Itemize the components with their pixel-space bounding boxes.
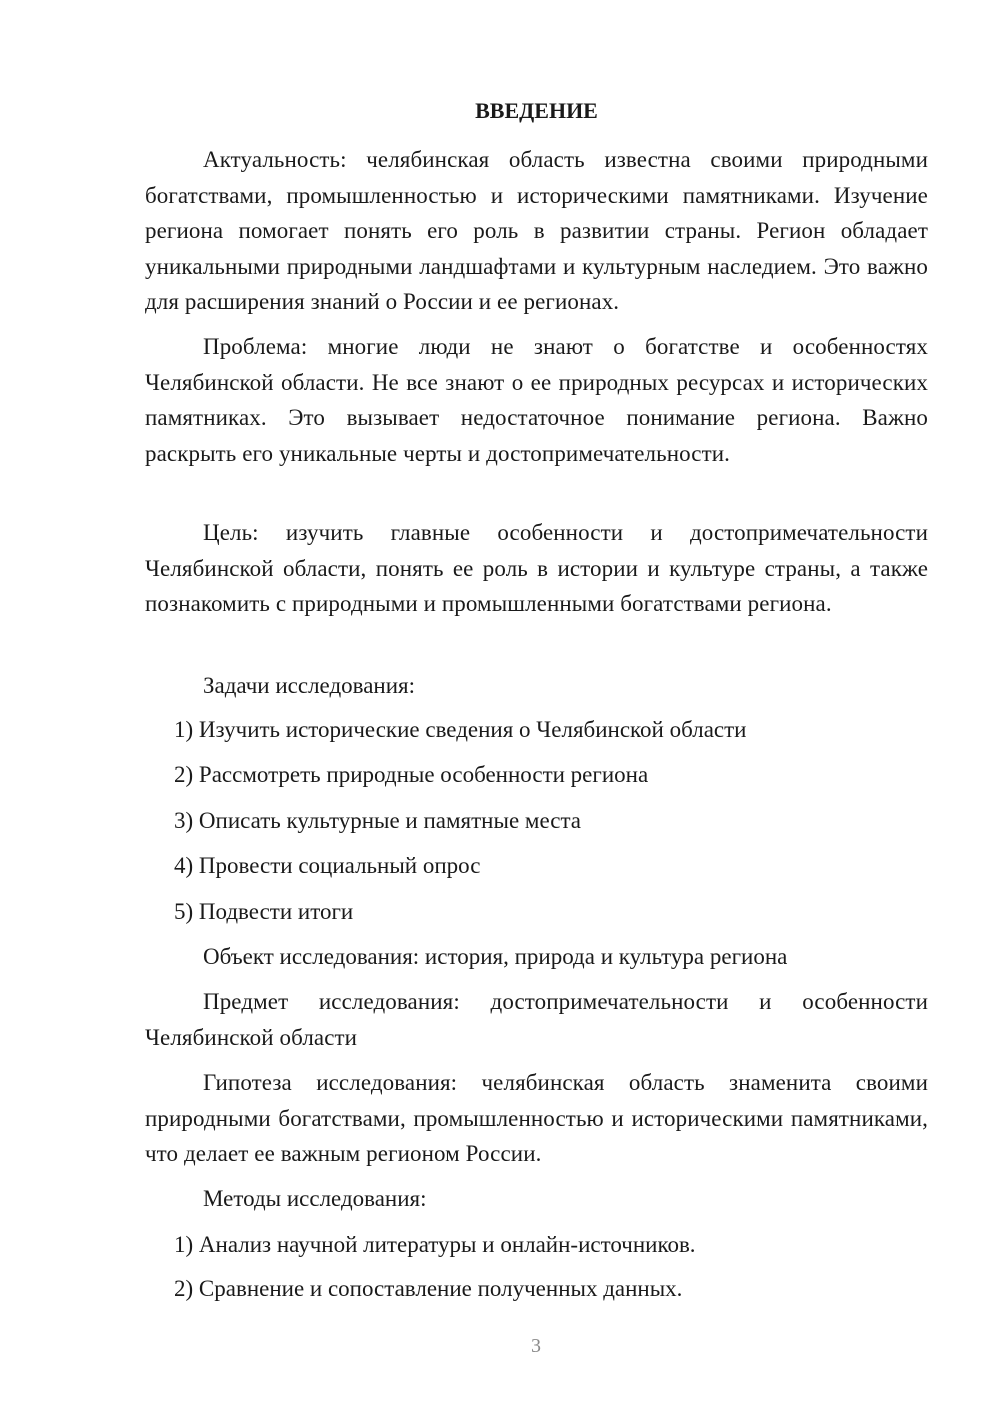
hypothesis-paragraph: Гипотеза исследования: челябинская область знаменита своими природными богатствами, промышленностью и историческими памятниками, что делает ее важным регионом России. bbox=[145, 1070, 928, 1166]
goal-paragraph: Цель: изучить главные особенности и достопримечательности Челябинской области, понять ее роль в истории и культуре страны, а также познакомить с природными и промышленными богатствами региона. bbox=[145, 520, 928, 616]
list-item: 1) Анализ научной литературы и онлайн-источников. bbox=[174, 1232, 696, 1257]
page-title: ВВЕДЕНИЕ bbox=[475, 98, 598, 123]
relevance-paragraph: Актуальность: челябинская область известна своими природными богатствами, промышленностью и историческими памятниками. Изучение региона помогает понять его роль в развитии страны. Регион обладает уникальными природными ландшафтами и культурным наследием. Это важно для расширения знаний о России и ее регионах. bbox=[145, 147, 928, 314]
problem-paragraph: Проблема: многие люди не знают о богатстве и особенностях Челябинской области. Не все знают о ее природных ресурсах и исторических памятниках. Это вызывает недостаточное понимание региона. Важно раскрыть его уникальные черты и достопримечательности. bbox=[145, 334, 928, 466]
research-subject: Предмет исследования: достопримечательности и особенности Челябинской области bbox=[145, 989, 928, 1050]
methods-heading: Методы исследования: bbox=[203, 1186, 427, 1211]
page-number: 3 bbox=[531, 1335, 541, 1357]
list-item: 1) Изучить исторические сведения о Челябинской области bbox=[174, 717, 747, 742]
list-item: 4) Провести социальный опрос bbox=[174, 853, 481, 878]
list-item: 3) Описать культурные и памятные места bbox=[174, 808, 581, 833]
list-item: 5) Подвести итоги bbox=[174, 899, 354, 924]
tasks-heading: Задачи исследования: bbox=[203, 673, 416, 698]
list-item: 2) Рассмотреть природные особенности региона bbox=[174, 762, 649, 787]
research-object: Объект исследования: история, природа и культура региона bbox=[203, 944, 788, 969]
list-item: 2) Сравнение и сопоставление полученных данных. bbox=[174, 1276, 683, 1301]
